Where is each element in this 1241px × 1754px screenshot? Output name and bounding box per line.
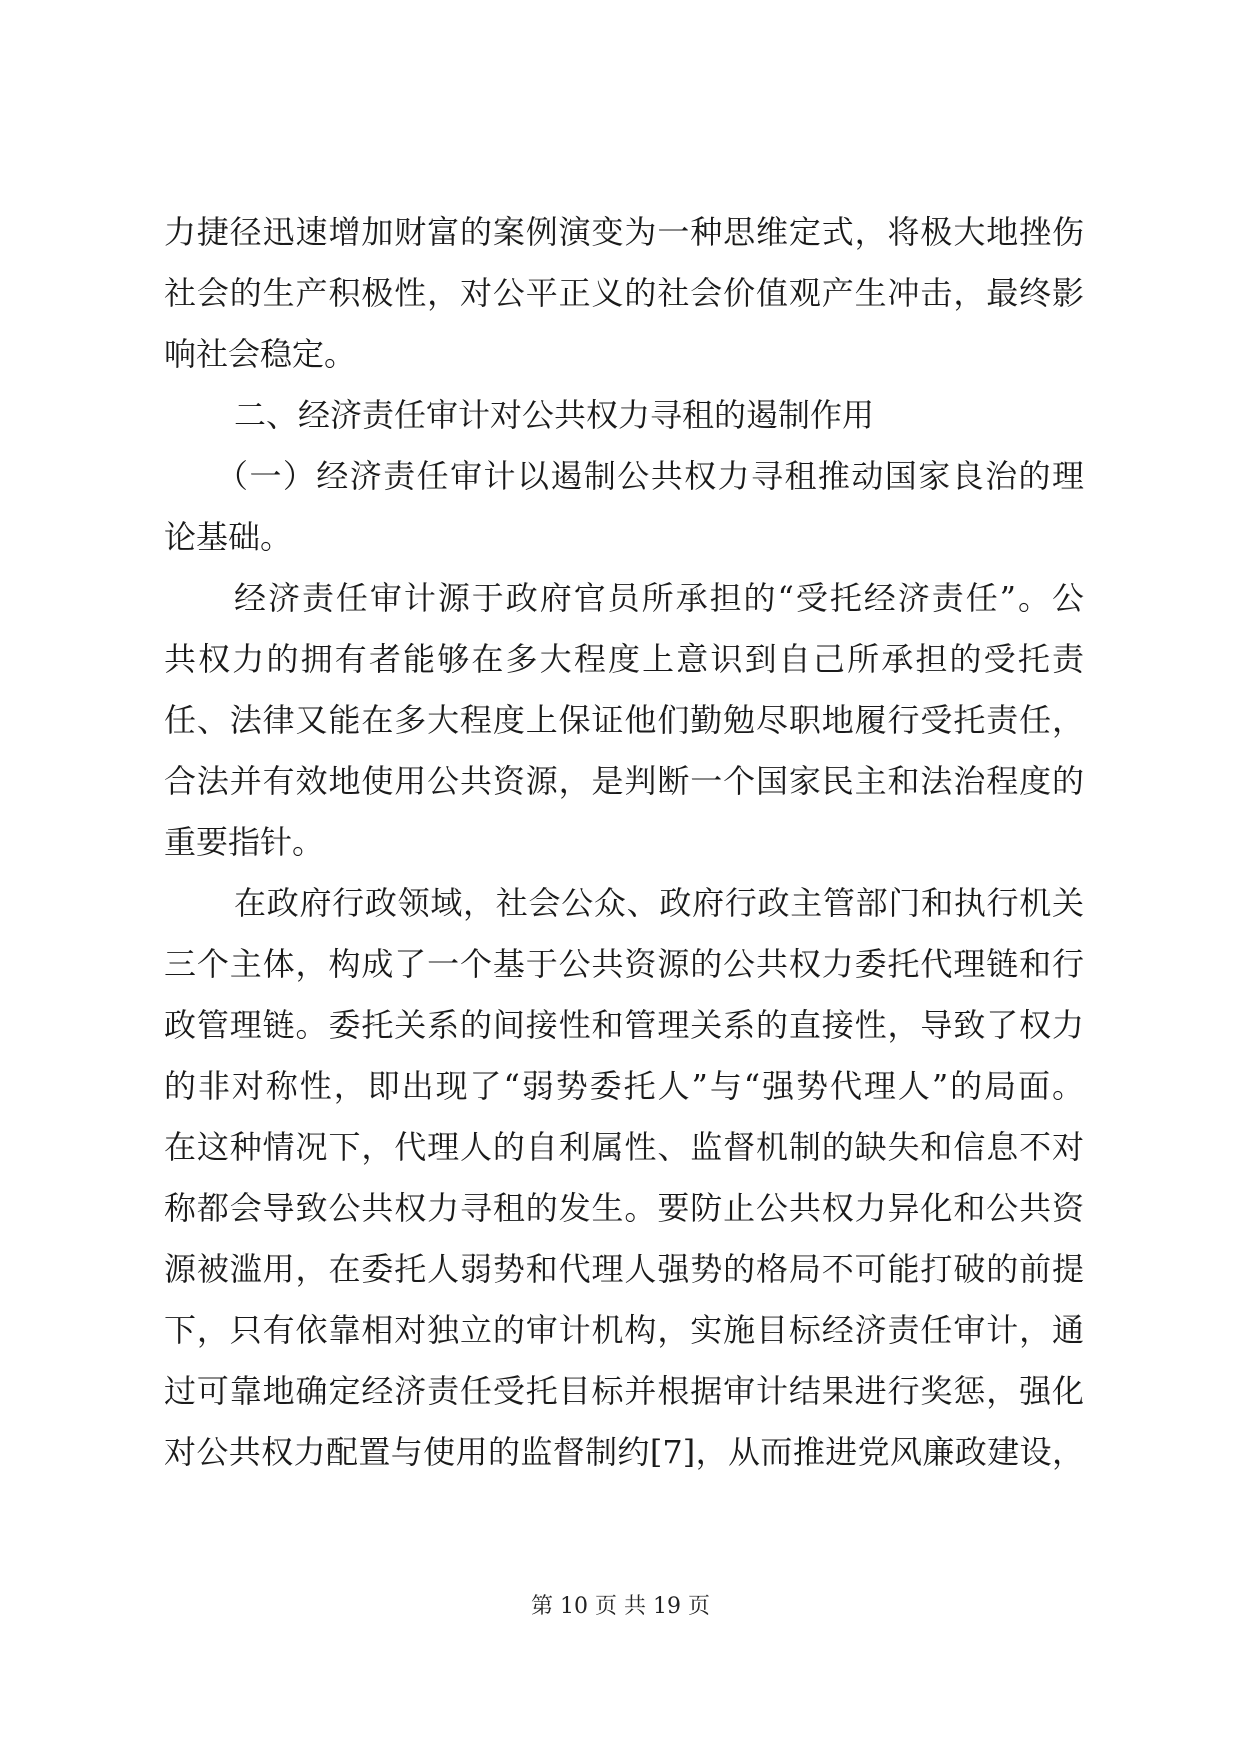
- subsection-heading: （一）经济责任审计以遏制公共权力寻租推动国家良治的理: [216, 457, 1084, 495]
- body-text-line: 三个主体，构成了一个基于公共资源的公共权力委托代理链和行: [164, 945, 1084, 983]
- body-text-line: 响社会稳定。: [164, 335, 357, 373]
- body-text-line: 称都会导致公共权力寻租的发生。要防止公共权力异化和公共资: [164, 1189, 1084, 1227]
- body-text-line: 源被滥用，在委托人弱势和代理人强势的格局不可能打破的前提: [164, 1250, 1084, 1288]
- body-text-line: 力捷径迅速增加财富的案例演变为一种思维定式，将极大地挫伤: [164, 213, 1084, 251]
- body-text-line: 任、法律又能在多大程度上保证他们勤勉尽职地履行受托责任，: [164, 701, 1084, 739]
- body-text-line: 过可靠地确定经济责任受托目标并根据审计结果进行奖惩，强化: [164, 1372, 1084, 1410]
- subsection-heading-continued: 论基础。: [164, 518, 293, 556]
- body-text-line: 政管理链。委托关系的间接性和管理关系的直接性，导致了权力: [164, 1006, 1084, 1044]
- paragraph-first-line: 经济责任审计源于政府官员所承担的“受托经济责任”。公: [234, 579, 1084, 617]
- body-text-line: 合法并有效地使用公共资源，是判断一个国家民主和法治程度的: [164, 762, 1084, 800]
- body-text-line: 在这种情况下，代理人的自利属性、监督机制的缺失和信息不对: [164, 1128, 1084, 1166]
- body-text-line: 共权力的拥有者能够在多大程度上意识到自己所承担的受托责: [164, 640, 1084, 678]
- body-text-line: 重要指针。: [164, 823, 325, 861]
- body-text-line: 下，只有依靠相对独立的审计机构，实施目标经济责任审计，通: [164, 1311, 1084, 1349]
- page-number-footer: 第 10 页 共 19 页: [531, 1594, 710, 1619]
- paragraph-first-line: 在政府行政领域，社会公众、政府行政主管部门和执行机关: [234, 884, 1084, 922]
- body-text-line: 对公共权力配置与使用的监督制约[7]，从而推进党风廉政建设，: [164, 1433, 1084, 1471]
- body-text-line: 社会的生产积极性，对公平正义的社会价值观产生冲击，最终影: [164, 274, 1084, 312]
- body-text-line: 的非对称性，即出现了“弱势委托人”与“强势代理人”的局面。: [164, 1067, 1084, 1105]
- section-heading: 二、经济责任审计对公共权力寻租的遏制作用: [234, 396, 875, 434]
